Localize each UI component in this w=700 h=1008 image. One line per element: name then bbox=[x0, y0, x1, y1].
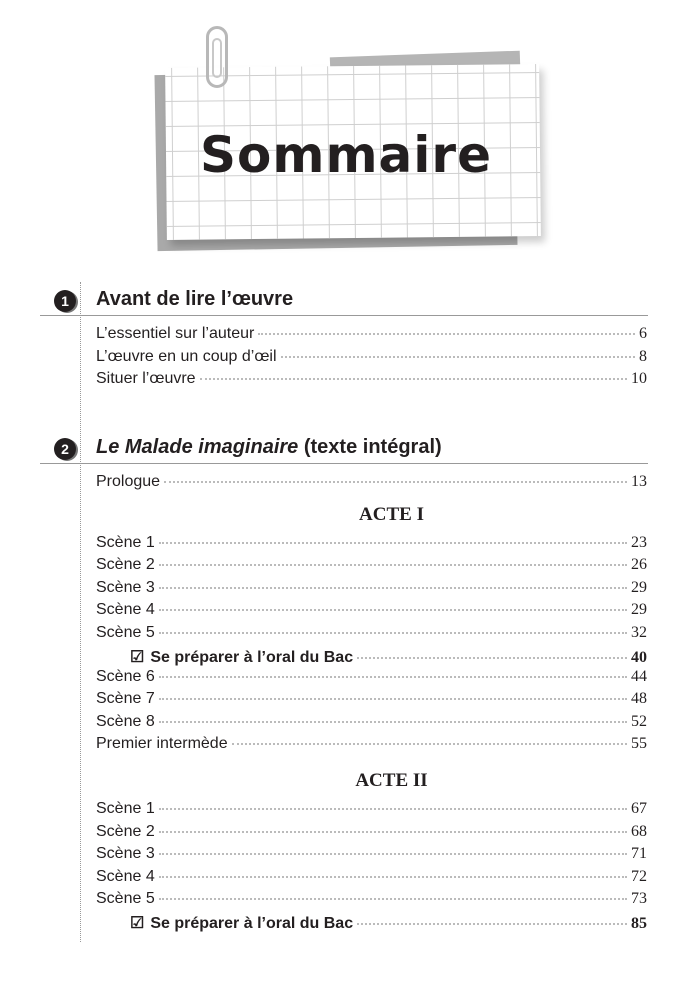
toc-entry[interactable] bbox=[96, 325, 647, 348]
dot-leader bbox=[159, 721, 627, 723]
entry-label: Scène 3 bbox=[96, 845, 155, 863]
entry-label: L’essentiel sur l’auteur bbox=[96, 325, 255, 342]
section-title: Le Malade imaginaire (texte intégral) bbox=[96, 436, 442, 458]
page-number: 8 bbox=[639, 347, 647, 365]
page-number: 32 bbox=[631, 623, 647, 641]
page-number: 73 bbox=[631, 890, 647, 908]
toc-entry[interactable] bbox=[96, 690, 647, 713]
toc-entry[interactable] bbox=[96, 800, 647, 823]
dot-leader bbox=[164, 481, 627, 483]
toc-entry[interactable] bbox=[96, 601, 647, 624]
section-number-badge: 1 bbox=[54, 290, 76, 312]
toc-list-section-1 bbox=[96, 325, 647, 393]
entry-label: Scène 5 bbox=[96, 623, 155, 641]
page-number: 55 bbox=[631, 735, 647, 753]
dot-leader bbox=[258, 333, 635, 335]
page-number: 13 bbox=[631, 473, 647, 490]
page-number: 71 bbox=[631, 845, 647, 863]
dot-leader bbox=[357, 657, 627, 659]
page-number: 29 bbox=[631, 578, 647, 596]
dot-leader bbox=[159, 609, 627, 611]
dot-leader bbox=[159, 853, 627, 855]
page-number: 44 bbox=[631, 667, 647, 685]
toc-entry[interactable] bbox=[96, 556, 647, 579]
toc-entry[interactable] bbox=[96, 735, 647, 758]
toc-entry[interactable] bbox=[96, 534, 647, 557]
toc-entry[interactable] bbox=[96, 348, 647, 371]
dot-leader bbox=[159, 808, 627, 810]
toc-entry[interactable] bbox=[96, 668, 647, 691]
dot-leader bbox=[357, 923, 627, 925]
toc-entry[interactable] bbox=[96, 845, 647, 868]
dot-leader bbox=[159, 898, 627, 900]
act-heading: ACTE II bbox=[355, 769, 428, 791]
dot-leader bbox=[159, 542, 627, 544]
entry-label: Se préparer à l’oral du Bac bbox=[150, 914, 354, 932]
toc-entry[interactable] bbox=[96, 713, 647, 736]
entry-label: Prologue bbox=[96, 473, 161, 490]
entry-label: Se préparer à l’oral du Bac bbox=[150, 648, 354, 666]
page-number: 10 bbox=[631, 370, 647, 388]
page-number: 6 bbox=[639, 325, 647, 342]
dot-leader bbox=[159, 676, 627, 678]
checkbox-checked-icon: ☑ bbox=[130, 648, 145, 666]
dot-leader bbox=[159, 587, 627, 589]
entry-label: Scène 1 bbox=[96, 533, 155, 551]
page-number: 52 bbox=[631, 712, 647, 730]
dot-leader bbox=[232, 743, 627, 745]
page-title: Sommaire bbox=[199, 126, 492, 184]
page-number: 29 bbox=[631, 601, 647, 619]
toc-list-section-2 bbox=[96, 473, 647, 934]
toc-entry[interactable] bbox=[96, 868, 647, 891]
sommaire-title-note bbox=[150, 52, 542, 248]
entry-label: L’œuvre en un coup d’œil bbox=[96, 347, 277, 365]
entry-label: Situer l’œuvre bbox=[96, 370, 196, 388]
toc-entry-bac-prep[interactable] bbox=[96, 647, 647, 668]
entry-label: Scène 5 bbox=[96, 890, 155, 908]
entry-label: Scène 3 bbox=[96, 578, 155, 596]
dot-leader bbox=[200, 378, 627, 380]
page-number: 48 bbox=[631, 690, 647, 708]
entry-label: Scène 2 bbox=[96, 822, 155, 840]
section-heading-1 bbox=[40, 290, 648, 316]
dot-leader bbox=[159, 564, 627, 566]
dot-leader bbox=[159, 698, 627, 700]
entry-label: Scène 7 bbox=[96, 690, 155, 708]
page-number: 40 bbox=[631, 648, 647, 666]
entry-label: Scène 4 bbox=[96, 601, 155, 619]
page-number: 67 bbox=[631, 799, 647, 817]
page-number: 23 bbox=[631, 533, 647, 551]
section-heading-2 bbox=[40, 438, 648, 464]
margin-dotted-line bbox=[80, 282, 81, 942]
toc-entry[interactable] bbox=[96, 473, 647, 496]
dot-leader bbox=[159, 632, 627, 634]
toc-entry[interactable] bbox=[96, 624, 647, 647]
act-heading: ACTE I bbox=[359, 503, 424, 525]
entry-label: Scène 8 bbox=[96, 712, 155, 730]
entry-label: Scène 6 bbox=[96, 667, 155, 685]
dot-leader bbox=[159, 831, 627, 833]
entry-label: Scène 4 bbox=[96, 867, 155, 885]
page-number: 85 bbox=[631, 914, 647, 932]
page-number: 26 bbox=[631, 556, 647, 574]
dot-leader bbox=[281, 356, 635, 358]
checkbox-checked-icon: ☑ bbox=[130, 914, 145, 932]
entry-label: Scène 1 bbox=[96, 799, 155, 817]
toc-entry[interactable] bbox=[96, 579, 647, 602]
section-number-badge: 2 bbox=[54, 438, 76, 460]
entry-label: Premier intermède bbox=[96, 735, 228, 753]
page-number: 72 bbox=[631, 867, 647, 885]
dot-leader bbox=[159, 876, 627, 878]
toc-entry[interactable] bbox=[96, 823, 647, 846]
toc-entry[interactable] bbox=[96, 370, 647, 393]
page-number: 68 bbox=[631, 822, 647, 840]
entry-label: Scène 2 bbox=[96, 556, 155, 574]
section-title: Avant de lire l’œuvre bbox=[96, 288, 294, 310]
toc-entry-bac-prep[interactable] bbox=[96, 913, 647, 934]
toc-entry[interactable] bbox=[96, 890, 647, 913]
